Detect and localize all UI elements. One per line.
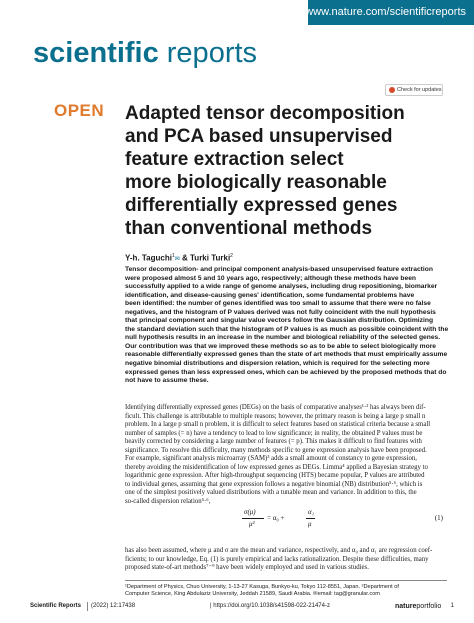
title-line: Adapted tensor decomposition [125, 103, 405, 124]
equation-numerator-2: α₁ [308, 508, 315, 516]
page-footer [30, 603, 454, 615]
body-line: ficult. This challenge is attributable to multiple reasons; however, the primary reason is being a large p small n [125, 412, 426, 420]
article-title [125, 102, 465, 240]
journal-logo[interactable] [33, 37, 257, 70]
body-line: thereby avoiding the misidentification of low expressed genes as DEGs. Limma⁴ applied a Bayesian strategy to [125, 463, 428, 471]
affiliation-line: Computer Science, King Abdulaziz University, Jeddah 21589, Saudi Arabia. ✉email: tag@granular.com [125, 591, 380, 597]
equation-number: (1) [434, 514, 443, 522]
body-text [125, 404, 447, 507]
author-1-affiliation: 1 [171, 253, 175, 259]
abstract-line: identification, and disease-causing genes' identification, some fundamental problems have [125, 291, 415, 299]
body-line: Identifying differentially expressed genes (DEGs) on the basis of comparative analyses¹·² has always been dif- [125, 404, 426, 411]
body-line: significance. To resolve this difficulty, many methods specific to gene expression analysis have been proposed. [125, 446, 427, 454]
abstract [125, 266, 447, 386]
footer-separator [87, 602, 88, 611]
abstract-line: negative binomial distributions and dispersion relation, which is required for the selecting more [125, 360, 430, 368]
body-line: has also been assumed, where μ and σ are the mean and variance, respectively, and α₀ and α₁ are regression coef- [125, 547, 433, 554]
abstract-line: were proposed almost 5 and 10 years ago, respectively; although these methods have been [125, 274, 417, 282]
body-line: number of samples (= n) have a tendency to lead to low significance; in reality, the obtained P values must be [125, 429, 423, 437]
page-number: 1 [450, 603, 454, 609]
journal-name-rest: reports [158, 37, 258, 69]
abstract-line: not have to assume these. [125, 377, 209, 385]
body-line: For example, significant analysis microarray (SAM)³ adds a small amount of constancy to gene expression, [125, 455, 417, 463]
equation-1 [125, 508, 447, 538]
body-line: logarithmic gene expression. After high-throughput sequencing (HTS) became popular, P values are attributed [125, 472, 425, 480]
footer-journal: Scientific Reports [30, 603, 82, 609]
email-icon[interactable]: ✉ [174, 256, 180, 263]
fraction-bar [242, 518, 264, 519]
open-access-badge: OPEN [54, 101, 105, 120]
abstract-line: been identified: the number of genes identified was too small to assume that there were no false [125, 300, 431, 308]
equation-denominator-2: μ [308, 520, 312, 528]
check-for-updates-label: Check for updates [397, 87, 442, 93]
journal-name-bold: scientific [33, 37, 159, 69]
equation-numerator: σ(μ) [244, 508, 256, 516]
footer-citation: (2022) 12:17438 [91, 603, 136, 609]
fraction-bar-2 [306, 518, 315, 519]
equation-middle: = α₀ + [267, 514, 285, 522]
abstract-line: Tensor decomposition- and principal component analysis-based unsupervised feature extraction [125, 266, 433, 273]
affiliations [125, 584, 447, 598]
abstract-line: negatives, and the histogram of P values derived was not fully coincident with the null hypothesis [125, 308, 436, 316]
affiliation-line: ¹Department of Physics, Chuo University, 1-13-27 Kasuga, Bunkyo-ku, Tokyo 112-8551, Japan. ²Department of [125, 584, 399, 590]
footnote-divider [125, 580, 447, 581]
title-line: feature extraction select [125, 149, 344, 170]
title-line: differentially expressed genes [125, 195, 398, 216]
body-line: to individual genes, assuming that gene expression follows a negative binomial (NB) distribution⁵·⁶, which is [125, 480, 423, 488]
abstract-line: expressed genes than less expressed ones, which can be achieved by the proposed methods that do [125, 368, 447, 376]
body-line: problem. In a large p small n problem, it is difficult to select features based on statistical criteria because a small [125, 421, 431, 429]
author-list [125, 253, 233, 263]
abstract-line: reasonable differentially expressed genes than the state of art methods that must empirically assume [125, 351, 448, 359]
body-line: ficients; to our knowledge, Eq. (1) is purely empirical and lacks rationalization. Despite these difficulties, many [125, 555, 429, 563]
author-2-link[interactable]: & Turki Turki [182, 253, 231, 263]
body-text-continued [125, 547, 447, 573]
body-line: heavily corrected by considering a large number of features (= p). This makes it difficult to find features with [125, 438, 422, 446]
body-line: proposed state-of-art methods⁷⁻⁹ have been widely employed and used in various studies. [125, 564, 369, 572]
body-line: one of the simplest positively valued distributions with a tunable mean and variance. In addition to this, the [125, 489, 417, 497]
equation-denominator: μ² [249, 520, 255, 528]
title-line: and PCA based unsupervised [125, 126, 393, 147]
check-for-updates-button[interactable] [385, 84, 443, 96]
brand-bold: nature [395, 603, 417, 610]
top-bar [0, 0, 474, 25]
body-line: so-called dispersion relation⁵·⁶, [125, 498, 211, 506]
title-line: than conventional methods [125, 218, 373, 239]
footer-doi-link[interactable]: | https://doi.org/10.1038/s41598-022-21474-z [210, 603, 330, 609]
update-icon [389, 87, 395, 93]
author-2-affiliation: 2 [230, 253, 233, 259]
abstract-line: null hypothesis results in an increase in the number and biological reliability of the selected genes. [125, 334, 441, 342]
abstract-line: successfully applied to a wide range of genome analyses, including drug repositioning, biomarker [125, 283, 438, 291]
author-1-link[interactable]: Y-h. Taguchi [125, 253, 172, 263]
abstract-line: that principal component and singular value vectors follow the Gaussian distribution. Optimizing [125, 317, 434, 325]
abstract-line: the standard deviation such that the histogram of P values is as much as possible coincident with the [125, 325, 449, 333]
nature-portfolio-logo [395, 603, 441, 610]
journal-url-link[interactable]: www.nature.com/scientificreports [305, 6, 466, 18]
title-line: more biologically reasonable [125, 172, 387, 193]
abstract-line: Our contribution was that we improved these methods so as to be able to select biologically more [125, 342, 437, 350]
brand-rest: portfolio [416, 603, 442, 610]
